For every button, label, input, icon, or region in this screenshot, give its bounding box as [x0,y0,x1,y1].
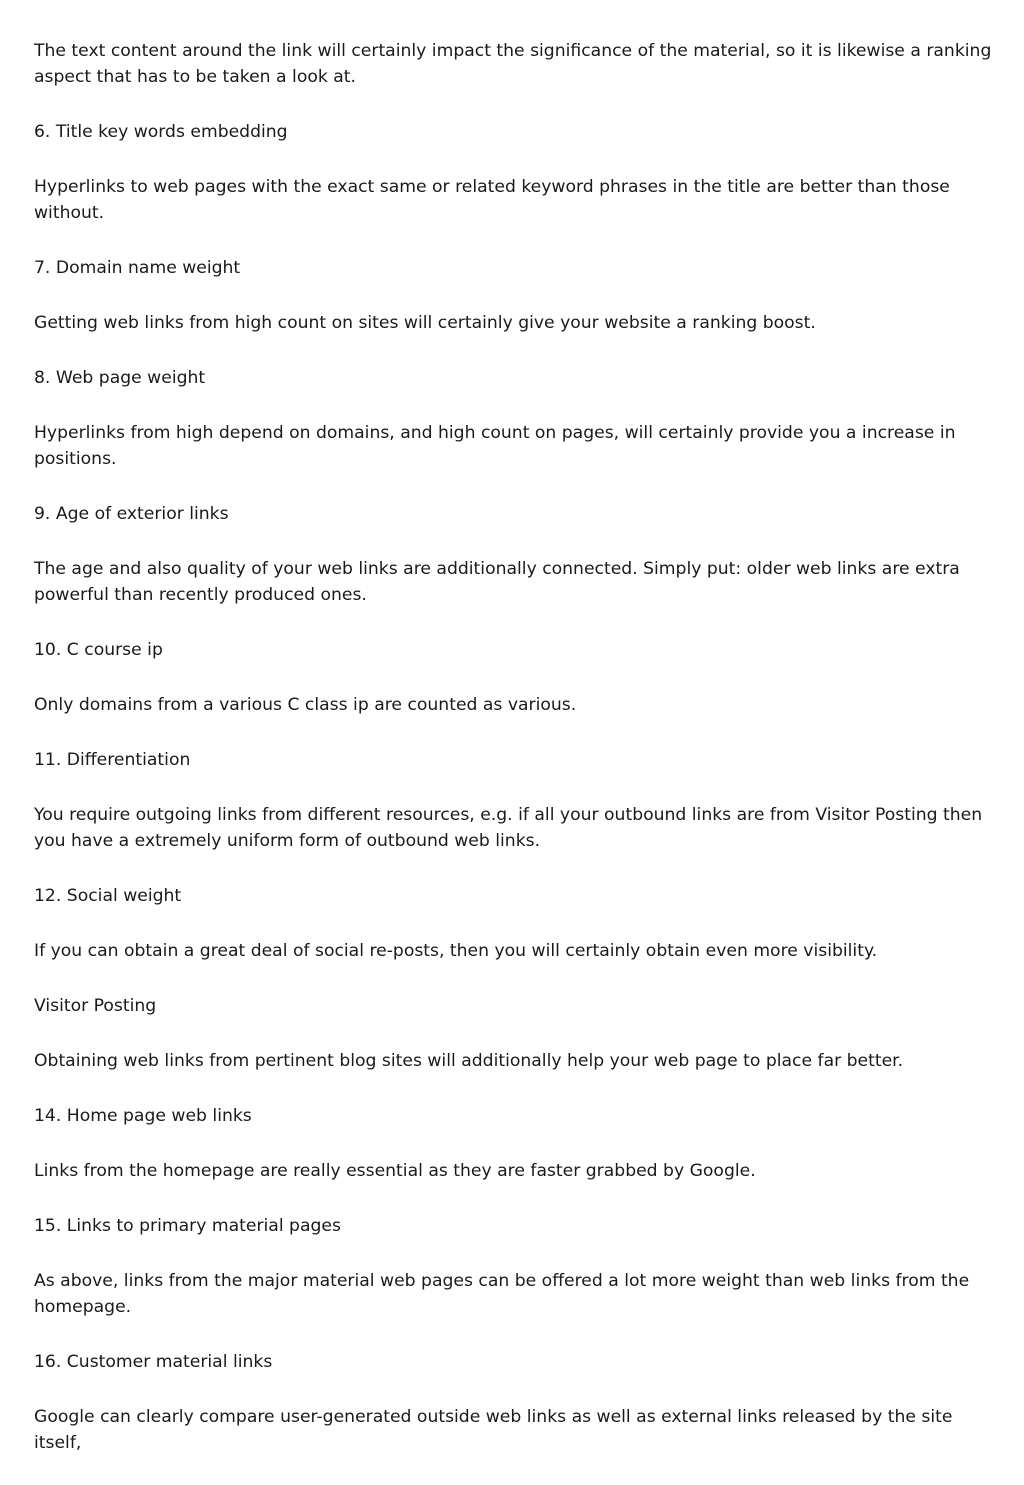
section-heading-11: 11. Differentiation [34,750,191,770]
section-heading-15: 15. Links to primary material pages [34,1216,341,1236]
paragraph-body-primary-material: As above, links from the major material web pages can be offered a lot more weight than web links from the homepage. [34,1271,970,1317]
section-heading-7: 7. Domain name weight [34,258,241,278]
section-heading-14: 14. Home page web links [34,1106,252,1126]
paragraph-body-homepage-links: Links from the homepage are really essential as they are faster grabbed by Google. [34,1161,756,1181]
paragraph-body-social-weight: If you can obtain a great deal of social re-posts, then you will certainly obtain even more visibility. [34,941,878,961]
section-heading-16: 16. Customer material links [34,1352,273,1372]
paragraph-body-differentiation: You require outgoing links from different resources, e.g. if all your outbound links are from Visitor Posting then you have a extremely uniform form of outbound web links. [34,805,983,851]
paragraph-body-c-class-ip: Only domains from a various C class ip are counted as various. [34,695,577,715]
section-heading-10: 10. C course ip [34,640,163,660]
paragraph-body-link-age: The age and also quality of your web links are additionally connected. Simply put: older web links are extra powerful than recently produced ones. [34,559,960,605]
section-heading-12: 12. Social weight [34,886,182,906]
section-heading-9: 9. Age of exterior links [34,504,229,524]
paragraph-body-link-context: The text content around the link will certainly impact the significance of the material, so it is likewise a ranking aspect that has to be taken a look at. [34,41,992,87]
section-heading-visitor-posting: Visitor Posting [34,996,157,1016]
paragraph-body-customer-material: Google can clearly compare user-generated outside web links as well as external links released by the site itself, [34,1407,953,1453]
section-heading-6: 6. Title key words embedding [34,122,288,142]
document-page [34,38,994,1485]
section-heading-8: 8. Web page weight [34,368,206,388]
paragraph-body-visitor-posting: Obtaining web links from pertinent blog sites will additionally help your web page to place far better. [34,1051,904,1071]
paragraph-body-domain-weight: Getting web links from high count on sites will certainly give your website a ranking boost. [34,313,816,333]
paragraph-body-page-weight: Hyperlinks from high depend on domains, and high count on pages, will certainly provide you a increase in positions. [34,423,956,469]
paragraph-body-title-keywords: Hyperlinks to web pages with the exact same or related keyword phrases in the title are better than those without. [34,177,950,223]
